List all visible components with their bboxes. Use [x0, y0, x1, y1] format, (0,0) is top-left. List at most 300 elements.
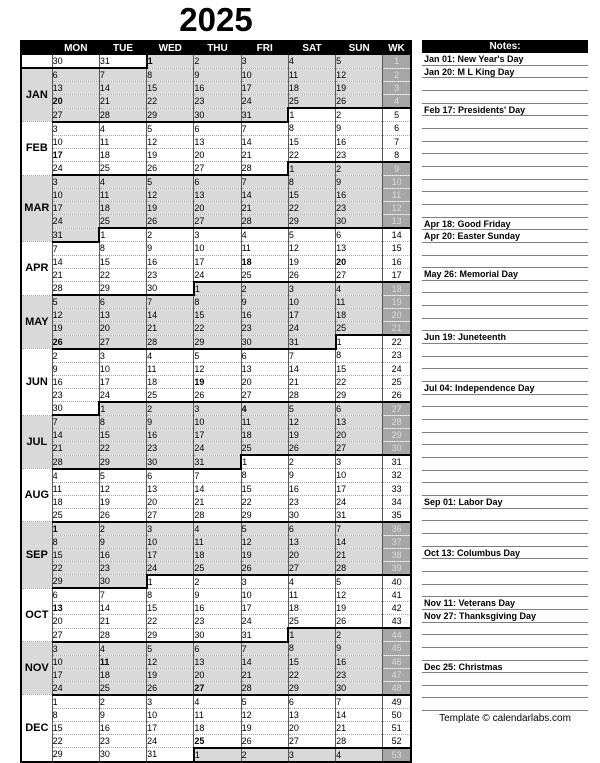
- day-cell: 16: [336, 189, 383, 202]
- note-line: [422, 445, 588, 458]
- day-cell: 13: [99, 309, 146, 322]
- note-line: [422, 686, 588, 699]
- note-line: [422, 673, 588, 686]
- day-cell: 7: [241, 122, 288, 136]
- day-cell: 1: [52, 522, 99, 536]
- day-cell: 6: [241, 349, 288, 363]
- week-row: [21, 388, 411, 402]
- day-cell: 15: [52, 721, 99, 734]
- day-cell: 18: [99, 148, 146, 162]
- day-cell: 28: [241, 681, 288, 695]
- day-cell: 2: [336, 108, 383, 122]
- week-number-cell: 29: [383, 429, 411, 442]
- week-number-cell: 6: [383, 122, 411, 136]
- day-cell: 9: [336, 175, 383, 189]
- month-label: JUN: [21, 349, 52, 416]
- day-cell: 8: [99, 415, 146, 429]
- day-cell: 13: [241, 362, 288, 375]
- week-number-cell: 18: [383, 282, 411, 296]
- notes-header: Notes:: [422, 40, 588, 53]
- day-cell: 19: [288, 429, 335, 442]
- day-cell: 15: [99, 429, 146, 442]
- day-cell: 14: [336, 535, 383, 548]
- week-row: [21, 482, 411, 495]
- day-cell: 10: [336, 469, 383, 483]
- day-cell: 2: [194, 55, 241, 68]
- day-cell: 6: [288, 695, 335, 709]
- day-cell: 20: [52, 95, 99, 109]
- week-number-cell: 1: [383, 55, 411, 68]
- day-cell: 11: [99, 135, 146, 148]
- month-label: APR: [21, 242, 52, 296]
- day-cell: 12: [336, 588, 383, 602]
- day-cell: 26: [147, 681, 194, 695]
- week-number-cell: 37: [383, 535, 411, 548]
- day-cell: 3: [288, 282, 335, 296]
- day-cell: 12: [52, 309, 99, 322]
- week-number-cell: 31: [383, 455, 411, 469]
- day-cell: 12: [288, 242, 335, 256]
- day-cell: 19: [52, 322, 99, 336]
- week-row: [21, 721, 411, 734]
- day-cell: 1: [52, 695, 99, 709]
- day-cell: 5: [147, 642, 194, 656]
- day-cell: 11: [52, 482, 99, 495]
- day-cell: 26: [241, 734, 288, 748]
- day-cell: 28: [336, 561, 383, 575]
- day-cell: 8: [288, 642, 335, 656]
- day-cell: 15: [336, 362, 383, 375]
- day-cell: 16: [336, 655, 383, 668]
- week-number-cell: 27: [383, 402, 411, 416]
- day-cell: 26: [288, 268, 335, 282]
- day-cell: 3: [194, 228, 241, 242]
- day-cell: 24: [336, 495, 383, 508]
- day-cell: 28: [288, 388, 335, 402]
- day-cell: 25: [52, 508, 99, 522]
- note-entry: May 26: Memorial Day: [422, 268, 588, 281]
- week-number-cell: 47: [383, 668, 411, 681]
- day-cell: 22: [147, 95, 194, 109]
- week-row: [21, 402, 411, 416]
- week-row: [21, 228, 411, 242]
- day-cell: 2: [336, 628, 383, 642]
- week-number-cell: 53: [383, 748, 411, 762]
- week-row: [21, 202, 411, 215]
- day-cell: 15: [147, 82, 194, 95]
- day-cell: 10: [194, 415, 241, 429]
- week-row: [21, 122, 411, 136]
- week-number-cell: 46: [383, 655, 411, 668]
- day-cell: 26: [288, 442, 335, 456]
- note-line: [422, 395, 588, 408]
- note-line: [422, 78, 588, 91]
- day-cell: 30: [99, 575, 146, 589]
- day-cell: 11: [194, 535, 241, 548]
- day-cell: 14: [336, 708, 383, 721]
- day-cell: 16: [52, 375, 99, 388]
- day-cell: 4: [288, 55, 335, 68]
- month-label: SEP: [21, 522, 52, 589]
- week-number-cell: 34: [383, 495, 411, 508]
- day-cell: 6: [194, 122, 241, 136]
- day-cell: 24: [288, 322, 335, 336]
- day-cell: 6: [194, 175, 241, 189]
- day-cell: 1: [147, 55, 194, 68]
- day-cell: 11: [241, 415, 288, 429]
- week-row: [21, 255, 411, 268]
- day-cell: 6: [52, 588, 99, 602]
- day-cell: 14: [241, 189, 288, 202]
- day-cell: 9: [194, 588, 241, 602]
- day-cell: 26: [336, 615, 383, 629]
- note-line: [422, 534, 588, 547]
- day-cell: 10: [241, 588, 288, 602]
- day-cell: 31: [52, 228, 99, 242]
- note-line: [422, 243, 588, 256]
- day-cell: 12: [147, 135, 194, 148]
- day-cell: 3: [336, 455, 383, 469]
- note-line: [422, 306, 588, 319]
- day-cell: 6: [147, 469, 194, 483]
- day-cell: 19: [99, 495, 146, 508]
- day-cell: 29: [147, 108, 194, 122]
- week-row: [21, 362, 411, 375]
- day-cell: 29: [52, 748, 99, 762]
- week-row: [21, 215, 411, 229]
- week-number-cell: 14: [383, 228, 411, 242]
- day-cell: 19: [336, 82, 383, 95]
- weekday-header-sun: SUN: [336, 41, 383, 55]
- note-line: [422, 458, 588, 471]
- day-cell: 9: [99, 708, 146, 721]
- day-cell: 28: [194, 508, 241, 522]
- day-cell: 5: [336, 575, 383, 589]
- day-cell: 18: [336, 309, 383, 322]
- day-cell: 18: [99, 202, 146, 215]
- day-cell: 29: [241, 508, 288, 522]
- week-number-cell: 39: [383, 561, 411, 575]
- day-cell: 24: [147, 561, 194, 575]
- note-entry: Nov 27: Thanksgiving Day: [422, 610, 588, 623]
- day-cell: 8: [288, 122, 335, 136]
- week-number-cell: 50: [383, 708, 411, 721]
- day-cell: 17: [52, 668, 99, 681]
- day-cell: 17: [52, 148, 99, 162]
- day-cell: 10: [99, 362, 146, 375]
- day-cell: 28: [52, 455, 99, 469]
- week-row: [21, 442, 411, 456]
- day-cell: 1: [336, 335, 383, 349]
- day-cell: 19: [194, 375, 241, 388]
- week-number-cell: 51: [383, 721, 411, 734]
- day-cell: 18: [147, 375, 194, 388]
- note-entry: Apr 20: Easter Sunday: [422, 230, 588, 243]
- day-cell: 25: [288, 615, 335, 629]
- day-cell: 26: [241, 561, 288, 575]
- day-cell: 14: [147, 309, 194, 322]
- week-number-cell: 22: [383, 335, 411, 349]
- day-cell: 23: [336, 148, 383, 162]
- year-title: 2025: [179, 1, 253, 38]
- day-cell: 28: [147, 335, 194, 349]
- day-cell: 14: [99, 82, 146, 95]
- day-cell: 4: [194, 522, 241, 536]
- day-cell: 24: [194, 442, 241, 456]
- day-cell: 10: [241, 68, 288, 82]
- day-cell: 17: [99, 375, 146, 388]
- day-cell: 1: [288, 628, 335, 642]
- day-cell: 27: [52, 628, 99, 642]
- week-number-cell: 45: [383, 642, 411, 656]
- day-cell: 31: [288, 335, 335, 349]
- day-cell: 3: [99, 349, 146, 363]
- day-cell: 21: [147, 322, 194, 336]
- day-cell: 31: [241, 108, 288, 122]
- day-cell: 6: [336, 402, 383, 416]
- day-cell: 4: [336, 282, 383, 296]
- day-cell: 3: [52, 122, 99, 136]
- day-cell: 13: [194, 655, 241, 668]
- week-row: [21, 162, 411, 176]
- day-cell: 18: [99, 668, 146, 681]
- day-cell: 11: [194, 708, 241, 721]
- day-cell: 19: [288, 255, 335, 268]
- day-cell: 14: [241, 655, 288, 668]
- day-cell: 22: [99, 442, 146, 456]
- week-row: [21, 175, 411, 189]
- week-number-cell: 19: [383, 295, 411, 309]
- week-row: [21, 469, 411, 483]
- note-line: [422, 433, 588, 446]
- day-cell: 26: [147, 162, 194, 176]
- day-cell: 7: [99, 588, 146, 602]
- note-entry: Dec 25: Christmas: [422, 661, 588, 674]
- week-row: [21, 734, 411, 748]
- note-line: [422, 180, 588, 193]
- day-cell: 1: [241, 455, 288, 469]
- day-cell: 10: [147, 708, 194, 721]
- day-cell: 30: [288, 508, 335, 522]
- day-cell: 15: [241, 482, 288, 495]
- day-cell: 8: [147, 588, 194, 602]
- day-cell: 23: [288, 495, 335, 508]
- day-cell: 4: [336, 748, 383, 762]
- week-number-cell: 25: [383, 375, 411, 388]
- day-cell: 24: [241, 615, 288, 629]
- day-cell: 21: [336, 721, 383, 734]
- day-cell: 2: [336, 162, 383, 176]
- day-cell: 13: [336, 242, 383, 256]
- week-number-cell: 7: [383, 135, 411, 148]
- day-cell: 30: [241, 335, 288, 349]
- day-cell: 29: [288, 681, 335, 695]
- day-cell: 11: [288, 68, 335, 82]
- day-cell: 19: [147, 668, 194, 681]
- week-number-cell: 49: [383, 695, 411, 709]
- day-cell: 17: [147, 548, 194, 561]
- week-number-cell: 23: [383, 349, 411, 363]
- notes-lines: [422, 53, 588, 711]
- day-cell: 20: [241, 375, 288, 388]
- week-row: [21, 642, 411, 656]
- day-cell: 8: [288, 175, 335, 189]
- day-cell: 2: [194, 575, 241, 589]
- day-cell: 10: [52, 189, 99, 202]
- day-cell: 23: [336, 668, 383, 681]
- day-cell: 22: [52, 734, 99, 748]
- week-number-cell: 11: [383, 189, 411, 202]
- day-cell: 20: [147, 495, 194, 508]
- week-number-cell: 32: [383, 469, 411, 483]
- day-cell: 12: [241, 535, 288, 548]
- day-cell: 27: [147, 508, 194, 522]
- week-row: [21, 522, 411, 536]
- day-cell: 2: [52, 349, 99, 363]
- day-cell: 16: [99, 721, 146, 734]
- day-cell: 14: [194, 482, 241, 495]
- day-cell: 14: [241, 135, 288, 148]
- day-cell: 27: [194, 681, 241, 695]
- day-cell: 28: [336, 734, 383, 748]
- week-row: [21, 282, 411, 296]
- day-cell: 16: [147, 429, 194, 442]
- week-number-cell: 33: [383, 482, 411, 495]
- day-cell: 21: [241, 668, 288, 681]
- day-cell: 17: [52, 202, 99, 215]
- note-line: [422, 698, 588, 711]
- week-number-cell: 21: [383, 322, 411, 336]
- note-line: [422, 623, 588, 636]
- day-cell: 3: [241, 575, 288, 589]
- week-row: [21, 268, 411, 282]
- day-cell: 28: [52, 282, 99, 296]
- week-number-cell: 10: [383, 175, 411, 189]
- week-column-header: WK: [383, 41, 411, 55]
- day-cell: 7: [288, 349, 335, 363]
- day-cell: 23: [336, 202, 383, 215]
- day-cell: 3: [52, 175, 99, 189]
- day-cell: 22: [241, 495, 288, 508]
- day-cell: 11: [288, 588, 335, 602]
- day-cell: 10: [52, 135, 99, 148]
- day-cell: 16: [194, 82, 241, 95]
- week-number-cell: 16: [383, 255, 411, 268]
- day-cell: 13: [194, 189, 241, 202]
- day-cell: 11: [147, 362, 194, 375]
- day-cell: 1: [288, 108, 335, 122]
- week-number-cell: 38: [383, 548, 411, 561]
- day-cell: 22: [288, 202, 335, 215]
- note-line: [422, 471, 588, 484]
- day-cell: 16: [288, 482, 335, 495]
- day-cell: 8: [241, 469, 288, 483]
- week-row: [21, 681, 411, 695]
- day-cell: 30: [52, 402, 99, 416]
- day-cell: 27: [194, 162, 241, 176]
- day-cell: 17: [336, 482, 383, 495]
- day-cell: 19: [147, 148, 194, 162]
- day-cell: 29: [194, 335, 241, 349]
- day-cell: 4: [147, 349, 194, 363]
- month-label: AUG: [21, 469, 52, 522]
- day-cell: 29: [336, 388, 383, 402]
- weekday-header-row: [21, 41, 411, 55]
- day-cell: 27: [288, 561, 335, 575]
- note-line: [422, 129, 588, 142]
- day-cell: 18: [194, 548, 241, 561]
- day-cell: 22: [147, 615, 194, 629]
- week-row: [21, 628, 411, 642]
- day-cell: 26: [52, 335, 99, 349]
- day-cell: 25: [194, 734, 241, 748]
- day-cell: 13: [52, 602, 99, 615]
- day-cell: 19: [147, 202, 194, 215]
- day-cell: 9: [241, 295, 288, 309]
- day-cell: 25: [241, 442, 288, 456]
- day-cell: 14: [288, 362, 335, 375]
- day-cell: 24: [52, 215, 99, 229]
- day-cell: 7: [241, 642, 288, 656]
- week-number-cell: 52: [383, 734, 411, 748]
- week-row: [21, 508, 411, 522]
- day-cell: 15: [52, 548, 99, 561]
- day-cell: 23: [241, 322, 288, 336]
- day-cell: 24: [194, 268, 241, 282]
- day-cell: 27: [288, 734, 335, 748]
- day-cell: 14: [99, 602, 146, 615]
- day-cell: 7: [52, 415, 99, 429]
- day-cell: 27: [336, 268, 383, 282]
- day-cell: 21: [52, 268, 99, 282]
- month-column-header: [21, 41, 52, 55]
- day-cell: 30: [194, 108, 241, 122]
- day-cell: 27: [52, 108, 99, 122]
- week-number-cell: 28: [383, 415, 411, 429]
- day-cell: 2: [241, 282, 288, 296]
- day-cell: 24: [52, 162, 99, 176]
- day-cell: 17: [241, 602, 288, 615]
- week-number-cell: 44: [383, 628, 411, 642]
- week-row: [21, 82, 411, 95]
- day-cell: 9: [336, 122, 383, 136]
- day-cell: 11: [336, 295, 383, 309]
- day-cell: 9: [194, 68, 241, 82]
- day-cell: 12: [241, 708, 288, 721]
- day-cell: 13: [288, 535, 335, 548]
- week-row: [21, 615, 411, 629]
- week-number-cell: 43: [383, 615, 411, 629]
- day-cell: 4: [241, 402, 288, 416]
- week-number-cell: 15: [383, 242, 411, 256]
- day-cell: 8: [52, 535, 99, 548]
- week-number-cell: 30: [383, 442, 411, 456]
- note-line: [422, 281, 588, 294]
- day-cell: 31: [147, 748, 194, 762]
- note-line: [422, 483, 588, 496]
- day-cell: 24: [52, 681, 99, 695]
- day-cell: 31: [194, 455, 241, 469]
- day-cell: 3: [52, 642, 99, 656]
- day-cell: 12: [194, 362, 241, 375]
- day-cell: 3: [147, 695, 194, 709]
- week-row: [21, 135, 411, 148]
- day-cell: 5: [99, 469, 146, 483]
- day-cell: 3: [147, 522, 194, 536]
- day-cell: 5: [147, 122, 194, 136]
- day-cell: 18: [241, 255, 288, 268]
- note-line: [422, 154, 588, 167]
